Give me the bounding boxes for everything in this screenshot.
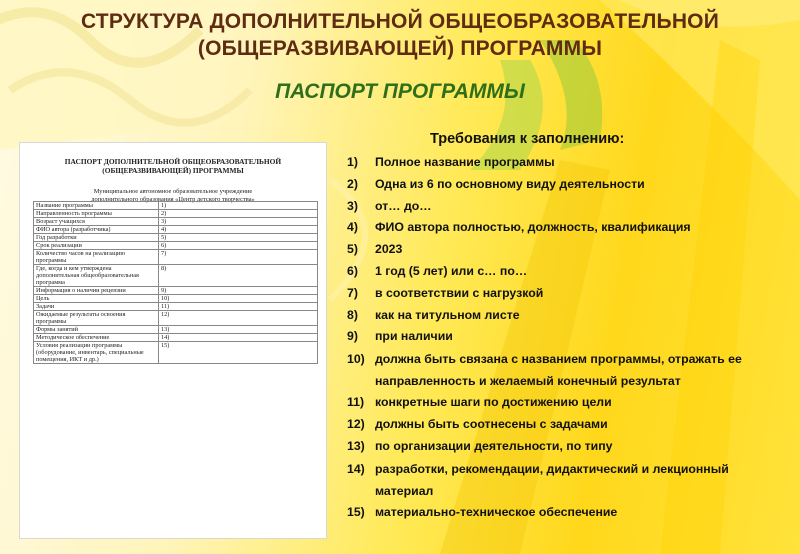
table-cell-number: 6) (158, 242, 317, 250)
list-item-text: в соответствии с нагрузкой (375, 285, 544, 300)
list-item-text: материально-техническое обеспечение (375, 504, 618, 519)
table-row (34, 242, 318, 250)
table-cell-number: 9) (158, 287, 317, 295)
table-cell-number: 12) (158, 311, 317, 326)
table-row (34, 287, 318, 295)
table-row (34, 342, 318, 364)
list-item-text: от… до… (375, 198, 432, 213)
table-cell-label: Задачи (34, 303, 159, 311)
document-heading-line-2: (ОБЩЕРАЗВИВАЮЩЕЙ) ПРОГРАММЫ (102, 166, 244, 175)
list-item (347, 217, 787, 239)
list-item-text: ФИО автора полностью, должность, квалификация (375, 220, 691, 235)
table-cell-number: 5) (158, 234, 317, 242)
list-item (347, 196, 787, 218)
table-row (34, 250, 318, 265)
table-cell-label: Формы занятий (34, 326, 159, 334)
table-cell-label: Возраст учащихся (34, 218, 159, 226)
list-item-text: должны быть соотнесены с задачами (375, 416, 608, 431)
list-item-number: 2) (347, 176, 358, 191)
table-row (34, 234, 318, 242)
list-item-text: как на титульном листе (375, 307, 520, 322)
list-item-number: 15) (347, 504, 365, 519)
list-item-number: 6) (347, 263, 358, 278)
list-item (347, 152, 787, 174)
list-item-text: 1 год (5 лет) или с… по… (375, 263, 528, 278)
table-cell-number: 1) (158, 202, 317, 210)
list-item-number: 4) (347, 220, 358, 235)
table-cell-number: 2) (158, 210, 317, 218)
table-cell-label: ФИО автора (разработчика) (34, 226, 159, 234)
table-row (34, 202, 318, 210)
table-row (34, 295, 318, 303)
list-item-number: 9) (347, 329, 358, 344)
page-title (0, 8, 800, 62)
list-item-number: 14) (347, 461, 365, 476)
title-line-2: (ОБЩЕРАЗВИВАЮЩЕЙ) ПРОГРАММЫ (197, 37, 603, 60)
table-cell-label: Год разработки (34, 234, 159, 242)
table-cell-label: Направленность программы (34, 210, 159, 218)
list-item-number: 13) (347, 438, 365, 453)
list-item-text: 2023 (375, 242, 403, 257)
list-item-number: 1) (347, 155, 358, 169)
passport-table (33, 201, 318, 364)
table-row (34, 311, 318, 326)
table-cell-label: Где, когда и кем утверждена дополнительная общеобразовательная программа (34, 265, 159, 287)
list-item (347, 414, 787, 436)
table-cell-label: Ожидаемые результаты освоения программы (34, 311, 159, 326)
list-item-text: должна быть связана с названием программы, отражать ее направленность и желаемый конечный результат (375, 352, 742, 389)
document-org-line-2: дополнительного образования «Центр детского творчества» (91, 196, 255, 203)
table-row (34, 218, 318, 226)
page-subtitle: ПАСПОРТ ПРОГРАММЫ (275, 80, 525, 103)
list-item-number: 8) (347, 307, 358, 322)
table-row (34, 210, 318, 218)
table-cell-label: Цель (34, 295, 159, 303)
list-item-text: конкретные шаги по достижению цели (375, 395, 612, 410)
list-item-number: 7) (347, 285, 358, 300)
requirements-heading: Требования к заполнению: (430, 131, 625, 147)
table-row (34, 334, 318, 342)
list-item (347, 502, 787, 524)
list-item-text: по организации деятельности, по типу (375, 438, 613, 453)
passport-table-body (34, 202, 318, 364)
table-cell-label: Количество часов на реализацию программы (34, 250, 159, 265)
table-cell-number: 4) (158, 226, 317, 234)
list-item-text: Полное название программы (375, 155, 555, 169)
list-item (347, 305, 787, 327)
requirements-list (347, 152, 787, 523)
list-item-number: 11) (347, 395, 365, 410)
table-cell-number: 13) (158, 326, 317, 334)
table-cell-label: Условия реализации программы (оборудование, инвентарь, специальные помещения, ИКТ и др.) (34, 342, 159, 364)
list-item-number: 5) (347, 242, 358, 257)
list-item (347, 326, 787, 348)
document-heading (20, 157, 326, 175)
list-item (347, 261, 787, 283)
list-item (347, 392, 787, 414)
list-item-text: Одна из 6 по основному виду деятельности (375, 176, 645, 191)
list-item (347, 239, 787, 261)
table-cell-number: 10) (158, 295, 317, 303)
table-cell-label: Методическое обеспечение (34, 334, 159, 342)
list-item-number: 3) (347, 198, 358, 213)
table-cell-number: 7) (158, 250, 317, 265)
list-item (347, 283, 787, 305)
table-cell-label: Информация о наличии рецензии (34, 287, 159, 295)
list-item-text: при наличии (375, 329, 453, 344)
list-item (347, 458, 787, 502)
document-org-line-1: Муниципальное автономное образовательное учреждение (93, 188, 253, 195)
table-cell-number: 15) (158, 342, 317, 364)
table-row (34, 226, 318, 234)
list-item-number: 12) (347, 416, 365, 431)
table-cell-label: Срок реализации (34, 242, 159, 250)
table-row (34, 265, 318, 287)
table-row (34, 326, 318, 334)
title-line-1: СТРУКТУРА ДОПОЛНИТЕЛЬНОЙ ОБЩЕОБРАЗОВАТЕЛЬНОЙ (80, 10, 720, 33)
passport-document-image (20, 143, 326, 538)
list-item (347, 174, 787, 196)
table-cell-number: 11) (158, 303, 317, 311)
list-item-text: разработки, рекомендации, дидактический и лекционный материал (375, 461, 729, 498)
table-cell-number: 14) (158, 334, 317, 342)
table-row (34, 303, 318, 311)
list-item-number: 10) (347, 352, 365, 367)
list-item (347, 348, 787, 392)
table-cell-number: 3) (158, 218, 317, 226)
list-item (347, 436, 787, 458)
document-heading-line-1: ПАСПОРТ ДОПОЛНИТЕЛЬНОЙ ОБЩЕОБРАЗОВАТЕЛЬНОЙ (64, 157, 282, 166)
table-cell-number: 8) (158, 265, 317, 287)
table-cell-label: Название программы (34, 202, 159, 210)
